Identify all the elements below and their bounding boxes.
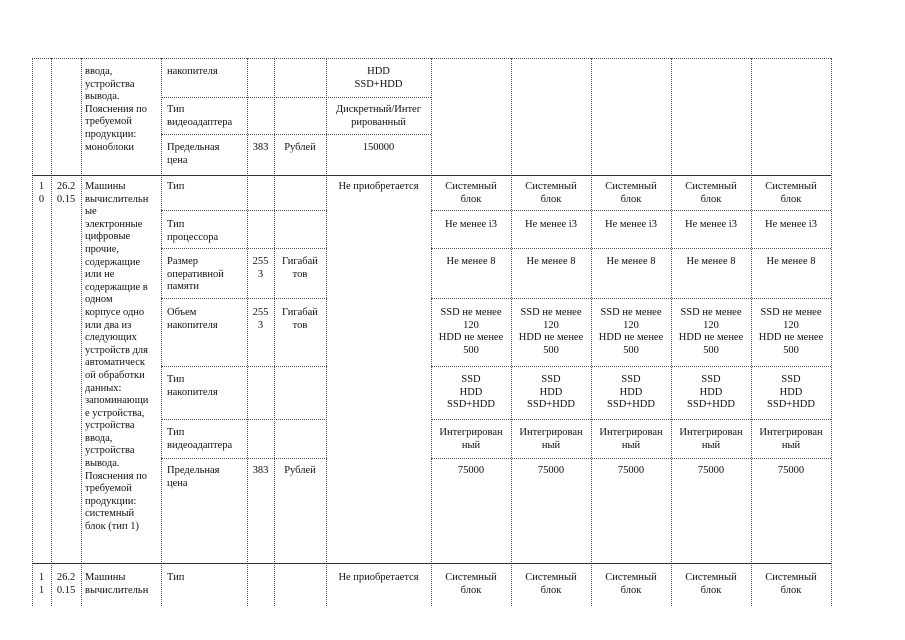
row10-char-value: Интегрирован ный (599, 427, 663, 451)
row11-char-type: Тип (167, 572, 185, 583)
top_block-line: моноблоки (85, 141, 135, 153)
row11-line: вычислительн (85, 584, 149, 596)
row-line (161, 298, 327, 299)
row10-char-name: Тип накопителя (167, 374, 218, 398)
top_block-line: вывода. (85, 91, 120, 103)
row10-char-unit: Рублей (284, 465, 316, 476)
top-char-price: Предельная цена (167, 142, 220, 166)
row10-line: или не (85, 269, 115, 281)
row-line (431, 366, 831, 367)
row10-line: ввода, (85, 432, 113, 444)
top-char-storage: накопителя (167, 66, 218, 77)
row-line (161, 134, 431, 135)
row10-char-value: Не менее i3 (685, 219, 737, 230)
row10-line: вычислительн (85, 193, 149, 205)
row10-char-value: Не менее i3 (445, 219, 497, 230)
row-line (161, 458, 327, 459)
top-name-cell (85, 66, 147, 154)
row-line (431, 248, 831, 249)
row10-char-value: Не менее i3 (765, 219, 817, 230)
row10-char-name: Тип видеоадаптера (167, 427, 233, 451)
row10-line: устройства (85, 420, 135, 432)
row10-char-value: 75000 (617, 465, 645, 476)
row10-line: или два из (85, 319, 132, 331)
row10-line: корпусе одно (85, 306, 145, 318)
row10-char-value: Не менее 8 (446, 256, 496, 267)
row10-char-code: 383 (252, 465, 269, 476)
top-val-video: Дискретный/Интег рированный (335, 104, 421, 128)
row-separator (32, 175, 831, 176)
row10-char-value: SSD не менее 120 HDD не менее 500 (518, 307, 584, 356)
row10-char-value: Системный блок (605, 181, 657, 205)
col-line (32, 58, 33, 606)
row10-char-value: Не менее i3 (525, 219, 577, 230)
row10-line: устройств для (85, 344, 148, 356)
row-line (431, 210, 831, 211)
row10-char-value: SSD HDD SSD+HDD (767, 374, 815, 411)
top-price-code: 383 (252, 142, 269, 153)
row10-number: 1 0 (38, 181, 45, 205)
row10-code: 26.2 0.15 (56, 181, 76, 205)
row11-code: 26.2 0.15 (56, 572, 76, 596)
row10-line: блок (тип 1) (85, 521, 139, 533)
row10-line: автоматическ (85, 357, 145, 369)
row10-line: содержащие (85, 256, 141, 268)
row10-char-value: SSD не менее 120 HDD не менее 500 (598, 307, 664, 356)
row10-line: Пояснения по (85, 470, 147, 482)
row-line (32, 58, 831, 59)
row10-line: ые (85, 206, 97, 218)
row11-value: Системный блок (445, 572, 497, 596)
row10-char-name: Тип (167, 181, 185, 192)
row10-char-value: 75000 (537, 465, 565, 476)
row10-line: одном (85, 294, 113, 306)
row10-char-value: SSD HDD SSD+HDD (687, 374, 735, 411)
row11-base-value: Не приобретается (338, 572, 419, 583)
row10-char-value: Не менее 8 (686, 256, 736, 267)
row10-char-unit: Гигабай тов (282, 256, 318, 280)
row10-char-value: Интегрирован ный (439, 427, 503, 451)
row-line (161, 419, 327, 420)
row10-char-value: SSD не менее 120 HDD не менее 500 (758, 307, 824, 356)
row10-char-value: Интегрирован ный (519, 427, 583, 451)
row10-base-value: Не приобретается (338, 181, 419, 192)
row10-char-code: 255 3 (252, 256, 269, 280)
row-line (431, 458, 831, 459)
row11-name-cell (85, 572, 148, 597)
row10-char-value: SSD HDD SSD+HDD (527, 374, 575, 411)
row10-char-unit: Гигабай тов (282, 307, 318, 331)
col-line (326, 58, 327, 606)
top-char-video: Тип видеоадаптера (167, 104, 233, 128)
row10-line: устройства (85, 445, 135, 457)
row10-line: следующих (85, 332, 137, 344)
row10-char-name: Размер оперативной памяти (167, 256, 224, 293)
row10-line: данных: (85, 382, 122, 394)
row10-line: содержащие в (85, 281, 148, 293)
row10-line: цифровые (85, 231, 131, 243)
row10-char-value: SSD HDD SSD+HDD (607, 374, 655, 411)
row10-line: требуемой (85, 483, 132, 495)
row11-value: Системный блок (605, 572, 657, 596)
row10-char-value: Системный блок (765, 181, 817, 205)
row10-char-value: 75000 (697, 465, 725, 476)
row10-line: е устройства, (85, 407, 145, 419)
row11-value: Системный блок (685, 572, 737, 596)
row11-number: 1 1 (38, 572, 45, 596)
row10-line: ой обработки (85, 369, 145, 381)
row10-char-name: Тип процессора (167, 219, 219, 243)
top_block-line: ввода, (85, 66, 113, 77)
row10-char-value: Интегрирован ный (759, 427, 823, 451)
col-line (81, 58, 82, 606)
row-line (431, 298, 831, 299)
top-val-storage: HDD SSD+HDD (354, 66, 403, 90)
row10-line: продукции: (85, 495, 137, 507)
row-line (161, 97, 431, 98)
row10-char-name: Предельная цена (167, 465, 220, 489)
row10-line: вывода. (85, 458, 120, 470)
row10-line: системный (85, 508, 135, 520)
row11-line: Машины (85, 572, 126, 583)
row10-char-value: Системный блок (445, 181, 497, 205)
row10-char-value: Интегрирован ный (679, 427, 743, 451)
row10-line: прочие, (85, 243, 120, 255)
top_block-line: требуемой (85, 116, 132, 128)
row10-name-cell (85, 181, 148, 534)
row-line (431, 419, 831, 420)
row10-char-value: SSD не менее 120 HDD не менее 500 (678, 307, 744, 356)
row10-char-value: SSD HDD SSD+HDD (447, 374, 495, 411)
row10-char-value: Системный блок (685, 181, 737, 205)
row10-char-value: 75000 (457, 465, 485, 476)
row11-value: Системный блок (525, 572, 577, 596)
col-line (161, 58, 162, 606)
row-line (161, 210, 327, 211)
row-line (161, 366, 327, 367)
row10-line: запоминающи (85, 395, 149, 407)
row10-char-value: Не менее 8 (526, 256, 576, 267)
row10-char-name: Объем накопителя (167, 307, 218, 331)
row10-char-value: Системный блок (525, 181, 577, 205)
top_block-line: Пояснения по (85, 103, 147, 115)
top_block-line: устройства (85, 78, 135, 90)
col-line (831, 58, 832, 606)
row-separator (32, 563, 831, 564)
row10-char-value: 75000 (777, 465, 805, 476)
row10-line: Машины (85, 181, 126, 192)
row10-char-code: 255 3 (252, 307, 269, 331)
row10-char-value: SSD не менее 120 HDD не менее 500 (438, 307, 504, 356)
col-line (51, 58, 52, 606)
row10-char-value: Не менее 8 (766, 256, 816, 267)
top-val-price: 150000 (362, 142, 395, 153)
top_block-line: продукции: (85, 128, 137, 140)
row-line (161, 248, 327, 249)
row10-char-value: Не менее i3 (605, 219, 657, 230)
top-price-unit: Рублей (284, 142, 316, 153)
row10-line: электронные (85, 218, 143, 230)
row10-char-value: Не менее 8 (606, 256, 656, 267)
row11-value: Системный блок (765, 572, 817, 596)
